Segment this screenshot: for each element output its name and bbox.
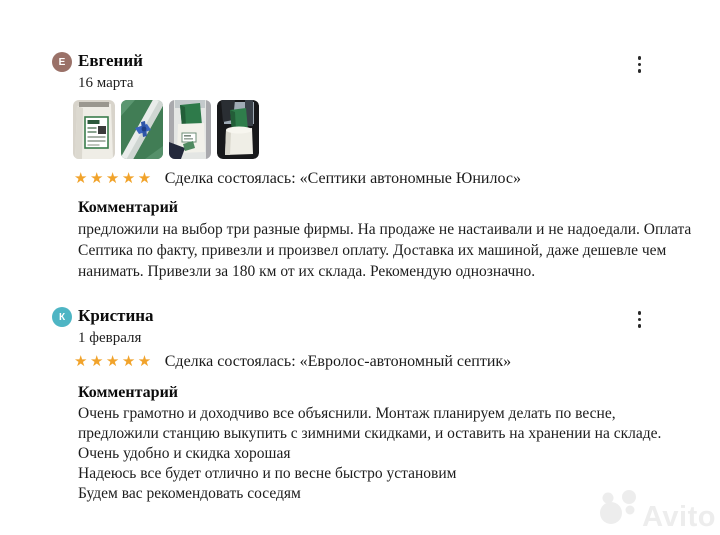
comment-text — [78, 404, 670, 504]
comment-text — [78, 219, 692, 282]
review-date: 1 февраля — [78, 330, 142, 346]
comment-line: нанимать. Привезли за 180 км от их склада. Рекомендую однозначно. — [78, 263, 536, 280]
comment-line: Надеюсь все будет отлично и по весне быстро установим — [78, 465, 457, 482]
comment-line: Очень грамотно и доходчиво все объяснили. Монтаж планируем делать по весне, — [78, 405, 616, 422]
review-photo-2[interactable] — [121, 100, 163, 159]
kebab-menu-icon[interactable] — [637, 310, 643, 329]
review-header — [52, 51, 670, 93]
avito-watermark-text: Avito — [642, 501, 716, 533]
comment-line: Будем вас рекомендовать соседям — [78, 485, 301, 502]
comment-label: Комментарий — [78, 384, 179, 401]
review-photo-4[interactable] — [217, 100, 259, 159]
deal-status-text: Сделка состоялась: «Септики автономные Юнилос» — [164, 170, 521, 187]
reviewer-name: Евгений — [78, 51, 143, 70]
reviewer-name: Кристина — [78, 306, 154, 325]
deal-status-text: Сделка состоялась: «Евролос-автономный септик» — [164, 353, 512, 370]
review-photo-1[interactable] — [73, 100, 115, 159]
kebab-menu-icon[interactable] — [637, 55, 643, 74]
avatar: К — [52, 307, 72, 327]
rating-row — [74, 168, 670, 189]
review-header-text — [78, 51, 143, 93]
review-header-text — [78, 306, 154, 348]
review-photos — [73, 100, 670, 159]
comment-line: предложили на выбор три разные фирмы. На продаже не настаивали и не надоедали. Оплата — [78, 221, 692, 238]
star-rating-5-icon: ★★★★★ — [74, 352, 154, 370]
rating-row — [74, 351, 670, 372]
comment-line: Септика по факту, привезли и произвел оплату. Доставка их машиной, даже дешевле чем — [78, 242, 667, 259]
review-header — [52, 306, 670, 348]
reviews-list — [52, 51, 692, 504]
star-rating-5-icon: ★★★★★ — [74, 169, 154, 187]
review-item — [52, 51, 692, 282]
avatar: Е — [52, 52, 72, 72]
comment-label: Комментарий — [78, 199, 179, 216]
review-photo-3[interactable] — [169, 100, 211, 159]
review-item — [52, 306, 670, 504]
comment-line: предложили станцию выкупить с зимними скидками, и оставить на хранении на складе. — [78, 425, 662, 442]
comment-line: Очень удобно и скидка хорошая — [78, 445, 291, 462]
review-date: 16 марта — [78, 75, 134, 91]
